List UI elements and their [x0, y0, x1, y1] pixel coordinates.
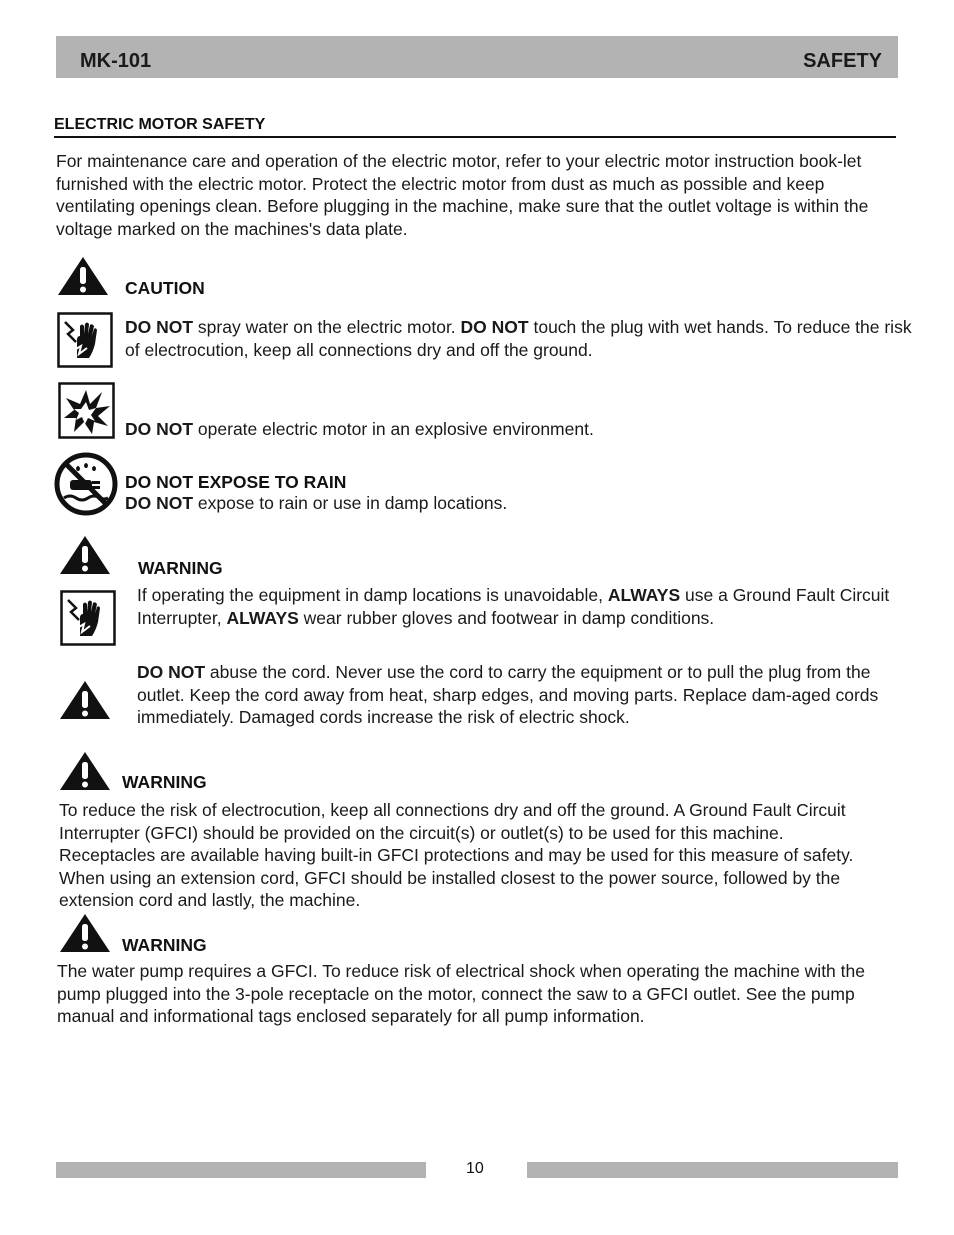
warning-triangle-icon — [59, 680, 111, 720]
warning-triangle-icon — [59, 535, 111, 575]
warning3-label: WARNING — [122, 935, 207, 955]
explosion-icon — [58, 382, 115, 439]
rain-text: DO NOT expose to rain or use in damp locations. — [125, 493, 508, 513]
warning1-gfci-text: If operating the equipment in damp locations is unavoidable, ALWAYS use a Ground Fault Circuit Interrupter, ALWAYS wear rubber gloves and footwear in damp conditions. — [137, 585, 890, 628]
section-name: SAFETY — [803, 50, 882, 72]
page-number: 10 — [466, 1160, 484, 1177]
intro-paragraph: For maintenance care and operation of the electric motor, refer to your electric motor instruction book-let furnished with the electric motor. Protect the electric motor from dust as much as possible and keep ventilating openings clean. Before plugging in the machine, make sure that the outlet voltage is within the voltage marked on the machines's data plate. — [56, 151, 869, 239]
caution-spray-text: DO NOT spray water on the electric motor. DO NOT touch the plug with wet hands. To reduce the risk of electrocution, keep all connections dry and off the ground. — [125, 317, 912, 360]
warning-triangle-icon — [57, 256, 109, 296]
warning2-text: To reduce the risk of electrocution, keep all connections dry and off the ground. A Ground Fault Circuit Interrupter (GFCI) should be provided on the circuit(s) or outlet(s) to be used for this machine. Receptacles are available having built-in GFCI protections and may be used for this measure of safety. When using an extension cord, GFCI should be installed closest to the power source, followed by the extension cord and lastly, the machine. — [59, 800, 854, 910]
footer-bar-left — [56, 1162, 426, 1178]
warning-triangle-icon — [59, 913, 111, 953]
model-number: MK-101 — [80, 50, 152, 72]
page-header — [56, 36, 898, 78]
rain-title: DO NOT EXPOSE TO RAIN — [125, 472, 347, 492]
electric-shock-hand-icon — [57, 312, 113, 368]
warning3-text: The water pump requires a GFCI. To reduce risk of electrical shock when operating the machine with the pump plugged into the 3-pole receptacle on the motor, connect the saw to a GFCI outlet. See the pump manual and informational tags enclosed separately for all pump information. — [57, 961, 865, 1026]
no-rain-icon — [54, 452, 118, 516]
warning2-label: WARNING — [122, 772, 207, 792]
electric-shock-hand-icon — [60, 590, 116, 646]
caution-explosive-text: DO NOT operate electric motor in an explosive environment. — [125, 419, 594, 439]
warning-triangle-icon — [59, 751, 111, 791]
section-title: ELECTRIC MOTOR SAFETY — [54, 116, 896, 138]
warning1-cord-text: DO NOT abuse the cord. Never use the cord to carry the equipment or to pull the plug from the outlet. Keep the cord away from heat, sharp edges, and moving parts. Replace dam-aged cords immediately. Damaged cords increase the risk of electric shock. — [137, 662, 879, 727]
warning1-label: WARNING — [138, 558, 223, 578]
caution-label: CAUTION — [125, 278, 205, 298]
footer-bar-right — [527, 1162, 898, 1178]
